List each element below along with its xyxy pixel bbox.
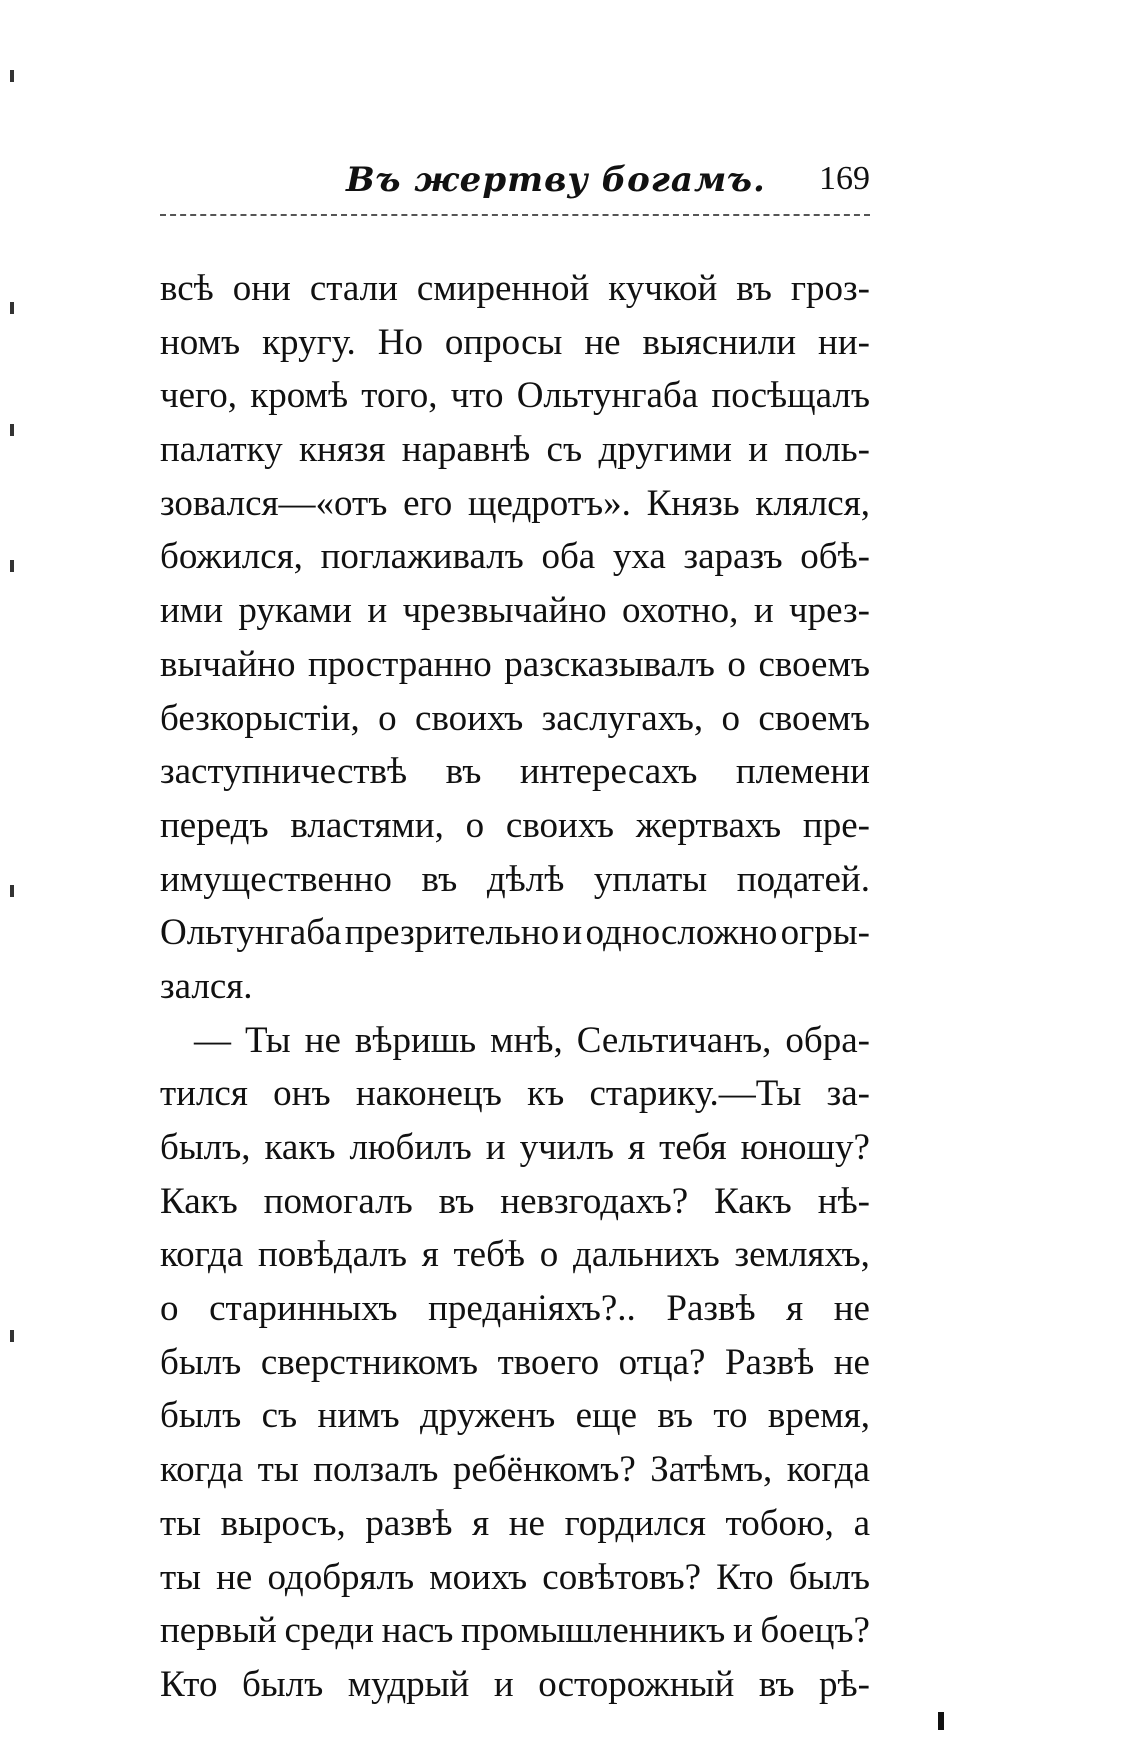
word: наконецъ bbox=[355, 1073, 502, 1115]
text-line bbox=[160, 1497, 870, 1551]
word: его bbox=[403, 482, 453, 524]
word: отца? bbox=[618, 1341, 706, 1383]
word: уплаты bbox=[593, 858, 708, 900]
word: въ bbox=[657, 1395, 694, 1437]
word: въ bbox=[758, 1663, 795, 1705]
word: уха bbox=[612, 536, 666, 578]
word: охотно, bbox=[622, 590, 739, 632]
word: тебѣ bbox=[453, 1234, 526, 1276]
word: былъ, bbox=[160, 1127, 251, 1168]
word: первый bbox=[160, 1610, 277, 1652]
word: своемъ bbox=[758, 643, 870, 685]
text-line bbox=[160, 1551, 870, 1605]
word: о bbox=[539, 1234, 559, 1276]
word: жертвахъ bbox=[635, 804, 782, 846]
word: выросъ, bbox=[220, 1502, 346, 1544]
word: заступничествѣ bbox=[160, 751, 408, 793]
word: друженъ bbox=[420, 1395, 556, 1437]
word: еще bbox=[575, 1395, 637, 1437]
text-line bbox=[160, 960, 870, 1014]
word: промышленникъ bbox=[461, 1610, 726, 1652]
word: ты bbox=[257, 1449, 299, 1491]
text-line bbox=[160, 906, 870, 960]
word: мнѣ, bbox=[490, 1019, 563, 1061]
text-line bbox=[160, 477, 870, 531]
word: былъ bbox=[160, 1341, 242, 1383]
word: а bbox=[853, 1502, 870, 1544]
word: ты bbox=[160, 1556, 202, 1598]
word: дальнихъ bbox=[573, 1234, 720, 1276]
word: старику.—Ты bbox=[589, 1073, 802, 1115]
word: презрительно bbox=[344, 912, 560, 954]
page-number: 169 bbox=[819, 160, 870, 197]
word: другими bbox=[598, 429, 732, 471]
text-line bbox=[160, 262, 870, 316]
word: нимъ bbox=[317, 1395, 400, 1437]
word: въ bbox=[421, 858, 458, 900]
scan-speck bbox=[10, 302, 14, 314]
text-line bbox=[160, 1067, 870, 1121]
word: боецъ? bbox=[760, 1610, 870, 1652]
word: сверстникомъ bbox=[260, 1341, 479, 1383]
text-line bbox=[160, 692, 870, 746]
word: я bbox=[421, 1234, 439, 1276]
word: осторожный bbox=[538, 1663, 735, 1705]
text-line bbox=[160, 1014, 870, 1068]
word: за- bbox=[826, 1073, 870, 1115]
word: смиренной bbox=[416, 268, 590, 309]
word: съ bbox=[546, 429, 583, 471]
word: поль- bbox=[784, 429, 870, 471]
text-line bbox=[160, 1175, 870, 1229]
word: насъ bbox=[381, 1610, 454, 1652]
word: гордился bbox=[564, 1502, 706, 1544]
running-title: Въ жертву богамъ. bbox=[346, 160, 766, 200]
scan-speck bbox=[10, 885, 14, 897]
word: я bbox=[472, 1502, 490, 1544]
word: повѣдалъ bbox=[257, 1234, 407, 1276]
word: Князь bbox=[646, 482, 740, 524]
text-line bbox=[160, 1658, 870, 1712]
word: земляхъ, bbox=[734, 1234, 870, 1276]
word: они bbox=[232, 268, 291, 309]
word: заслугахъ, bbox=[541, 697, 704, 739]
text-line bbox=[160, 369, 870, 423]
word: ты bbox=[160, 1502, 202, 1544]
text-line bbox=[160, 745, 870, 799]
word: помогалъ bbox=[263, 1180, 413, 1222]
word: и bbox=[732, 1610, 753, 1652]
text-line bbox=[160, 1389, 870, 1443]
word: и bbox=[753, 590, 774, 632]
word: одобрялъ bbox=[267, 1556, 415, 1598]
text-line bbox=[160, 584, 870, 638]
word: божился, bbox=[160, 536, 303, 578]
word: Какъ bbox=[160, 1180, 238, 1222]
text-line bbox=[160, 1336, 870, 1390]
word: былъ bbox=[788, 1556, 870, 1598]
word: я bbox=[628, 1127, 646, 1168]
word: безкорыстіи, bbox=[160, 697, 360, 739]
word: совѣтовъ? bbox=[542, 1556, 702, 1598]
word: когда bbox=[160, 1449, 244, 1491]
word: обра- bbox=[785, 1019, 870, 1061]
word: не bbox=[833, 1288, 870, 1330]
word: моихъ bbox=[429, 1556, 528, 1598]
scan-speck bbox=[938, 1712, 944, 1730]
word: огры- bbox=[780, 912, 870, 954]
word: чего, bbox=[160, 375, 238, 417]
word: въ bbox=[445, 751, 482, 793]
word: опросы bbox=[444, 321, 563, 363]
word: я bbox=[786, 1288, 804, 1330]
word: дѣлѣ bbox=[486, 858, 565, 900]
running-header bbox=[160, 160, 870, 210]
word: пространно bbox=[307, 643, 492, 685]
word: щедротъ». bbox=[468, 482, 631, 524]
word: Но bbox=[377, 321, 423, 363]
word: разсказывалъ bbox=[504, 643, 715, 685]
word: князя bbox=[298, 429, 386, 471]
text-line bbox=[160, 423, 870, 477]
word: кромѣ bbox=[250, 375, 349, 417]
word: любилъ bbox=[349, 1127, 472, 1168]
word: преданіяхъ?.. bbox=[428, 1288, 636, 1330]
word: старинныхъ bbox=[209, 1288, 398, 1330]
word: и bbox=[367, 590, 388, 632]
word: пре- bbox=[802, 804, 870, 846]
word: когда bbox=[786, 1449, 870, 1491]
word: стали bbox=[309, 268, 398, 309]
word: своихъ bbox=[415, 697, 524, 739]
text-line bbox=[160, 1604, 870, 1658]
word: Какъ bbox=[714, 1180, 792, 1222]
word: твоего bbox=[497, 1341, 600, 1383]
word: заразъ bbox=[683, 536, 783, 578]
word: не bbox=[584, 321, 621, 363]
word: среди bbox=[284, 1610, 374, 1652]
text-line bbox=[160, 1121, 870, 1175]
word: и bbox=[485, 1127, 506, 1168]
word: время, bbox=[767, 1395, 870, 1437]
word: кучкой bbox=[608, 268, 718, 309]
word: передъ bbox=[160, 804, 269, 846]
word: всѣ bbox=[160, 268, 214, 309]
word: къ bbox=[527, 1073, 565, 1115]
text-line bbox=[160, 316, 870, 370]
word: чрезвычайно bbox=[402, 590, 607, 632]
word: Развѣ bbox=[724, 1341, 815, 1383]
word: вычайно bbox=[160, 643, 296, 685]
word: въ bbox=[736, 268, 772, 309]
scan-speck bbox=[10, 424, 14, 436]
word: податей. bbox=[736, 858, 870, 900]
word: имущественно bbox=[160, 858, 392, 900]
word: не bbox=[216, 1556, 253, 1598]
text-line bbox=[160, 1443, 870, 1497]
word: Кто bbox=[716, 1556, 774, 1598]
word: былъ bbox=[160, 1395, 242, 1437]
word: юношу? bbox=[740, 1127, 870, 1168]
word: вѣришь bbox=[354, 1019, 477, 1061]
word: своихъ bbox=[505, 804, 615, 846]
word: развѣ bbox=[365, 1502, 453, 1544]
word: когда bbox=[160, 1234, 244, 1276]
word: клялся, bbox=[755, 482, 870, 524]
word: о bbox=[160, 1288, 179, 1330]
word: о bbox=[465, 804, 485, 846]
word: выяснили bbox=[642, 321, 797, 363]
word: обѣ- bbox=[800, 536, 870, 578]
word: палатку bbox=[160, 429, 283, 471]
scan-speck bbox=[10, 560, 14, 572]
word: своемъ bbox=[758, 697, 870, 739]
word: нѣ- bbox=[817, 1180, 870, 1222]
word: односложно bbox=[585, 912, 778, 954]
word: ползалъ bbox=[313, 1449, 439, 1491]
word: Сельтичанъ, bbox=[576, 1019, 772, 1061]
word: интересахъ bbox=[519, 751, 698, 793]
word: ими bbox=[160, 590, 224, 632]
word: Развѣ bbox=[666, 1288, 756, 1330]
word: властями, bbox=[290, 804, 444, 846]
word: тился bbox=[160, 1073, 248, 1115]
word: тебя bbox=[659, 1127, 727, 1168]
word: кругу. bbox=[262, 321, 356, 363]
scan-speck bbox=[10, 1330, 14, 1342]
word: зался. bbox=[160, 965, 253, 1007]
word: невзгодахъ? bbox=[500, 1180, 689, 1222]
word: Затѣмъ, bbox=[650, 1449, 773, 1491]
word: племени bbox=[735, 751, 870, 793]
word: ни- bbox=[818, 321, 870, 363]
word: что bbox=[450, 375, 504, 417]
text-line bbox=[160, 1282, 870, 1336]
word: въ bbox=[438, 1180, 475, 1222]
word: тобою, bbox=[725, 1502, 834, 1544]
word: былъ bbox=[241, 1663, 324, 1705]
word: Ольтунгаба bbox=[160, 912, 342, 954]
scan-speck bbox=[10, 70, 14, 82]
word: ребёнкомъ? bbox=[452, 1449, 636, 1491]
word: о bbox=[378, 697, 397, 739]
text-line bbox=[160, 530, 870, 584]
word: зовался—«отъ bbox=[160, 482, 388, 524]
word: номъ bbox=[160, 321, 241, 363]
word: Ты bbox=[245, 1019, 291, 1061]
word: посѣщалъ bbox=[711, 375, 870, 417]
word: Ольтунгаба bbox=[516, 375, 699, 417]
word: гроз- bbox=[790, 268, 870, 309]
word: училъ bbox=[519, 1127, 615, 1168]
word: и bbox=[493, 1663, 514, 1705]
word: того, bbox=[361, 375, 438, 417]
word: Кто bbox=[160, 1663, 218, 1705]
header-rule bbox=[160, 214, 870, 216]
word: и bbox=[562, 912, 583, 954]
word: наравнѣ bbox=[401, 429, 531, 471]
text-line bbox=[160, 853, 870, 907]
word: не bbox=[508, 1502, 545, 1544]
body-text bbox=[160, 262, 870, 1712]
text-line bbox=[160, 638, 870, 692]
text-line bbox=[160, 1228, 870, 1282]
word: о bbox=[727, 643, 746, 685]
word: то bbox=[713, 1395, 748, 1437]
word: и bbox=[748, 429, 769, 471]
word: съ bbox=[261, 1395, 298, 1437]
text-line bbox=[160, 799, 870, 853]
word: поглаживалъ bbox=[320, 536, 524, 578]
word: какъ bbox=[264, 1127, 336, 1168]
word: рѣ- bbox=[819, 1663, 870, 1705]
word: онъ bbox=[273, 1073, 331, 1115]
word: чрез- bbox=[789, 590, 870, 632]
word: руками bbox=[238, 590, 352, 632]
word: — bbox=[194, 1019, 231, 1061]
word: не bbox=[833, 1341, 870, 1383]
word: мудрый bbox=[347, 1663, 470, 1705]
word: оба bbox=[541, 536, 596, 578]
word: о bbox=[721, 697, 741, 739]
word: не bbox=[304, 1019, 341, 1061]
